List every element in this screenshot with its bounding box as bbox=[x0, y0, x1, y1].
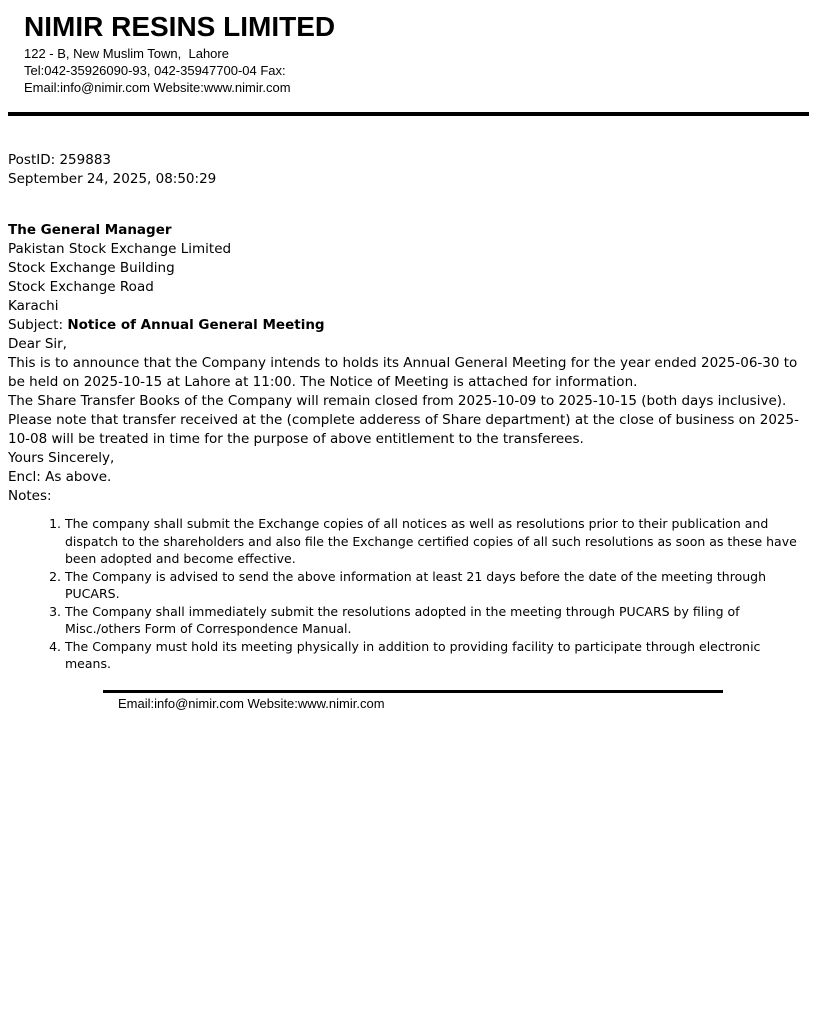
company-address: 122 - B, New Muslim Town, Lahore bbox=[24, 46, 229, 61]
subject-line bbox=[8, 316, 809, 335]
recipient-line: Pakistan Stock Exchange Limited bbox=[8, 241, 232, 257]
note-item: 1. The company shall submit the Exchange copies of all notices as well as resolutions prior to their publication and dispatch to the shareholders and also file the Exchange certified copies of all such resolutions as soon as these have been adopted and become effective. bbox=[65, 515, 809, 568]
letter-body bbox=[8, 151, 809, 673]
subject-text: Notice of Annual General Meeting bbox=[67, 317, 325, 333]
recipient-address bbox=[8, 221, 809, 316]
recipient-line: Stock Exchange Road bbox=[8, 279, 154, 295]
company-name: NIMIR RESINS LIMITED bbox=[24, 11, 336, 42]
note-item: 3. The Company shall immediately submit the resolutions adopted in the meeting through PUCARS by filing of Misc./others Form of Correspondence Manual. bbox=[65, 603, 809, 638]
subject-label: Subject: bbox=[8, 317, 64, 333]
recipient-title: The General Manager bbox=[8, 222, 172, 238]
company-phone: Tel:042-35926090-93, 042-35947700-04 Fax: bbox=[24, 63, 286, 78]
recipient-line: Karachi bbox=[8, 298, 59, 314]
post-id: PostID: 259883 bbox=[8, 152, 111, 168]
header-divider bbox=[8, 112, 809, 116]
paragraph-announcement: This is to announce that the Company intends to holds its Annual General Meeting for the year ended 2025-06-30 to be held on 2025-10-15 at Lahore at 11:00. The Notice of Meeting is attached for information. bbox=[8, 355, 798, 390]
notes-list bbox=[8, 515, 809, 673]
closing: Yours Sincerely, bbox=[8, 450, 115, 466]
enclosure: Encl: As above. bbox=[8, 469, 112, 485]
footer-contact: Email:info@nimir.com Website:www.nimir.com bbox=[118, 695, 385, 711]
note-item: 4. The Company must hold its meeting physically in addition to providing facility to participate through electronic means. bbox=[65, 638, 809, 673]
page-footer bbox=[103, 690, 723, 712]
salutation: Dear Sir, bbox=[8, 336, 67, 352]
recipient-line: Stock Exchange Building bbox=[8, 260, 175, 276]
letterhead bbox=[0, 0, 817, 96]
company-contact: Email:info@nimir.com Website:www.nimir.com bbox=[24, 80, 291, 95]
paragraph-transfer-note: Please note that transfer received at the (complete adderess of Share department) at the close of business on 2025-10-08 will be treated in time for the purpose of above entitlement to the transferees. bbox=[8, 412, 799, 447]
post-datetime: September 24, 2025, 08:50:29 bbox=[8, 171, 217, 187]
note-item: 2. The Company is advised to send the above information at least 21 days before the date of the meeting through PUCARS. bbox=[65, 568, 809, 603]
post-meta bbox=[8, 151, 809, 189]
paragraph-book-closure: The Share Transfer Books of the Company will remain closed from 2025-10-09 to 2025-10-15 (both days inclusive). bbox=[8, 393, 787, 409]
notes-heading: Notes: bbox=[8, 488, 52, 504]
